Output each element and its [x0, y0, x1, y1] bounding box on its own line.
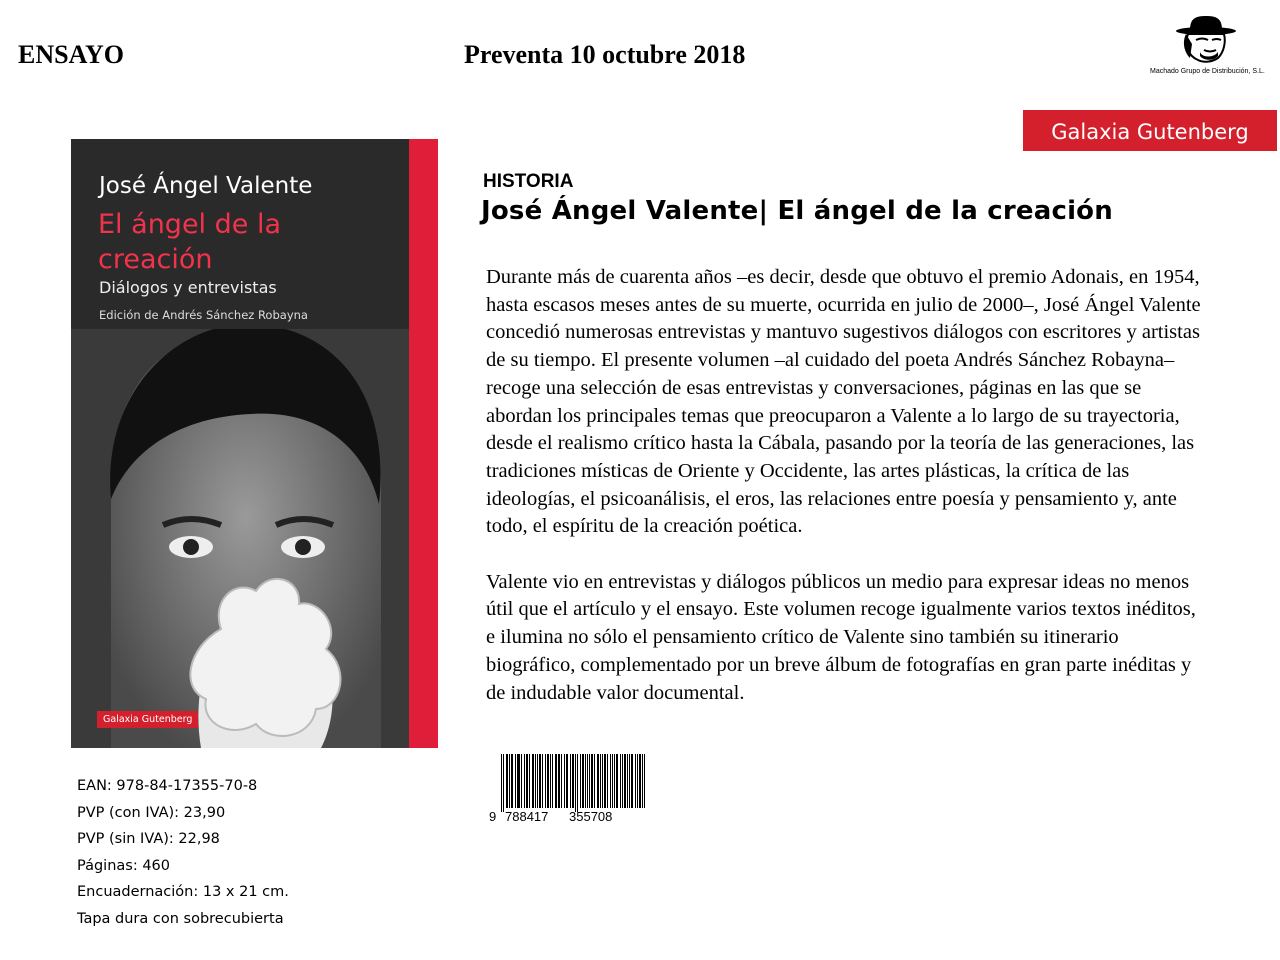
barcode-group-left: 788417	[505, 809, 549, 824]
barcode-bar	[602, 754, 603, 808]
barcode-bar	[639, 754, 640, 808]
barcode-bar	[540, 754, 541, 808]
barcode-bar	[552, 754, 553, 808]
barcode-bar	[506, 754, 507, 808]
barcode-bar	[503, 754, 504, 812]
barcode-bar	[518, 754, 519, 808]
barcode-bar	[542, 754, 543, 808]
synopsis	[486, 264, 1208, 707]
barcode-bar	[535, 754, 536, 808]
barcode-bar	[515, 754, 516, 808]
barcode-bar	[572, 754, 573, 808]
barcode-bar	[589, 754, 590, 808]
barcode	[487, 752, 647, 828]
man-with-hat-icon	[1174, 14, 1238, 66]
barcode-bar	[600, 754, 601, 808]
barcode-bar	[631, 754, 632, 808]
cover-publisher-badge: Galaxia Gutenberg	[97, 711, 198, 728]
cover-portrait-image	[71, 329, 409, 748]
barcode-bar	[635, 754, 636, 808]
barcode-bar	[545, 754, 546, 808]
barcode-bar	[517, 754, 518, 808]
book-cover	[71, 139, 438, 748]
book-details	[77, 773, 289, 933]
ean-field: EAN: 978-84-17355-70-8	[77, 778, 258, 794]
barcode-bars	[487, 752, 647, 812]
barcode-bar	[507, 754, 508, 808]
barcode-bar	[612, 754, 613, 808]
barcode-bar	[512, 754, 513, 808]
barcode-bar	[564, 754, 565, 808]
cover-spine-strip	[409, 139, 438, 748]
barcode-bar	[573, 754, 574, 808]
cover-editor: Edición de Andrés Sánchez Robayna	[99, 308, 308, 322]
barcode-bar	[614, 754, 615, 808]
barcode-bar	[629, 754, 630, 808]
barcode-lead-digit: 9	[489, 809, 497, 824]
barcode-bar	[587, 754, 588, 808]
binding-size: Encuadernación: 13 x 21 cm.	[77, 884, 289, 901]
cover-author: José Ángel Valente	[99, 173, 313, 199]
distributor-name: Machado Grupo de Distribución, S.L.	[1150, 68, 1265, 75]
barcode-bar	[533, 754, 534, 808]
barcode-bar	[605, 754, 606, 808]
barcode-bar	[527, 754, 528, 808]
book-heading: José Ángel Valente| El ángel de la creación	[481, 196, 1113, 226]
synopsis-paragraph: Durante más de cuarenta años –es decir, desde que obtuvo el premio Adonais, en 1954, hasta escasos meses antes de su muerte, ocurrida en julio de 2000–, José Ángel Valente concedió numerosas entrevistas y mantuvo sugestivos diálogos con escritores y artistas de su tiempo. El presente volumen –al cuidado del poeta Andrés Sánchez Robayna– recoge una selección de esas entrevistas y conversaciones, páginas en las que se abordan los principales temas que preocuparon a Valente a lo largo de su trayectoria, desde el realismo crítico hasta la Cábala, pasando por la teoría de las generaciones, las tradiciones místicas de Oriente y Occidente, las artes plásticas, la crítica de las ideologías, el psicoanálisis, el eros, las relaciones entre poesía y pensamiento y, ante todo, el espíritu de la creación poética.	[486, 266, 1201, 538]
barcode-bar	[616, 754, 617, 808]
barcode-bar	[567, 754, 568, 808]
barcode-bar	[622, 754, 623, 808]
publisher-logo: Galaxia Gutenberg	[1023, 110, 1277, 151]
barcode-bar	[640, 754, 641, 808]
barcode-bar	[524, 754, 525, 808]
barcode-bar	[592, 754, 593, 808]
barcode-bar	[547, 754, 548, 808]
barcode-bar	[555, 754, 556, 808]
barcode-bar	[558, 754, 559, 808]
barcode-bar	[521, 754, 522, 808]
cover-type: Tapa dura con sobrecubierta	[77, 910, 284, 927]
barcode-bar	[607, 754, 608, 808]
barcode-bar	[637, 754, 638, 808]
barcode-bar	[583, 754, 584, 808]
barcode-bar	[617, 754, 618, 808]
barcode-group-right: 355708	[569, 809, 613, 824]
barcode-bar	[529, 754, 530, 808]
barcode-bar	[598, 754, 599, 808]
cover-subtitle: Diálogos y entrevistas	[99, 278, 277, 297]
barcode-bar	[644, 754, 645, 808]
barcode-bar	[559, 754, 560, 808]
cover-title: El ángel de la creación	[98, 209, 282, 275]
barcode-bar	[566, 754, 567, 808]
barcode-bar	[620, 754, 621, 808]
barcode-bar	[577, 754, 578, 812]
section-label: ENSAYO	[18, 40, 124, 69]
release-date: Preventa 10 octubre 2018	[464, 40, 746, 69]
barcode-bar	[632, 754, 633, 808]
barcode-bar	[597, 754, 598, 808]
barcode-bar	[627, 754, 628, 808]
page-count: Páginas: 460	[77, 857, 171, 874]
barcode-bar	[532, 754, 533, 808]
barcode-bar	[519, 754, 520, 808]
barcode-bar	[580, 754, 581, 808]
barcode-bar	[585, 754, 586, 808]
barcode-bar	[570, 754, 571, 808]
barcode-bar	[610, 754, 611, 808]
barcode-bar	[539, 754, 540, 808]
barcode-bar	[625, 754, 626, 808]
barcode-bar	[526, 754, 527, 808]
barcode-bar	[511, 754, 512, 808]
barcode-bar	[501, 754, 502, 812]
barcode-bar	[624, 754, 625, 808]
barcode-bar	[509, 754, 510, 808]
barcode-bar	[548, 754, 549, 808]
barcode-bar	[594, 754, 595, 808]
barcode-bar	[556, 754, 557, 808]
barcode-bar	[575, 754, 576, 812]
synopsis-paragraph: Valente vio en entrevistas y diálogos públicos un medio para expresar ideas no menos útil que el artículo y el ensayo. Este volumen recoge igualmente varios textos inéditos, e ilumina no sólo el pensamiento crítico de Valente sino también su itinerario biográfico, complementado por un breve álbum de fotografías en gran parte inéditas y de indudable valor documental.	[486, 570, 1196, 704]
barcode-bar	[550, 754, 551, 808]
book-category: HISTORIA	[483, 171, 574, 192]
price-without-vat: PVP (sin IVA): 22,98	[77, 831, 220, 848]
barcode-bar	[591, 754, 592, 808]
barcode-bar	[642, 754, 643, 808]
price-with-vat: PVP (con IVA): 23,90	[77, 804, 226, 821]
distributor-logo	[1150, 14, 1265, 80]
barcode-bar	[582, 754, 583, 808]
barcode-bar	[604, 754, 605, 808]
barcode-bar	[561, 754, 562, 808]
barcode-bar	[537, 754, 538, 808]
